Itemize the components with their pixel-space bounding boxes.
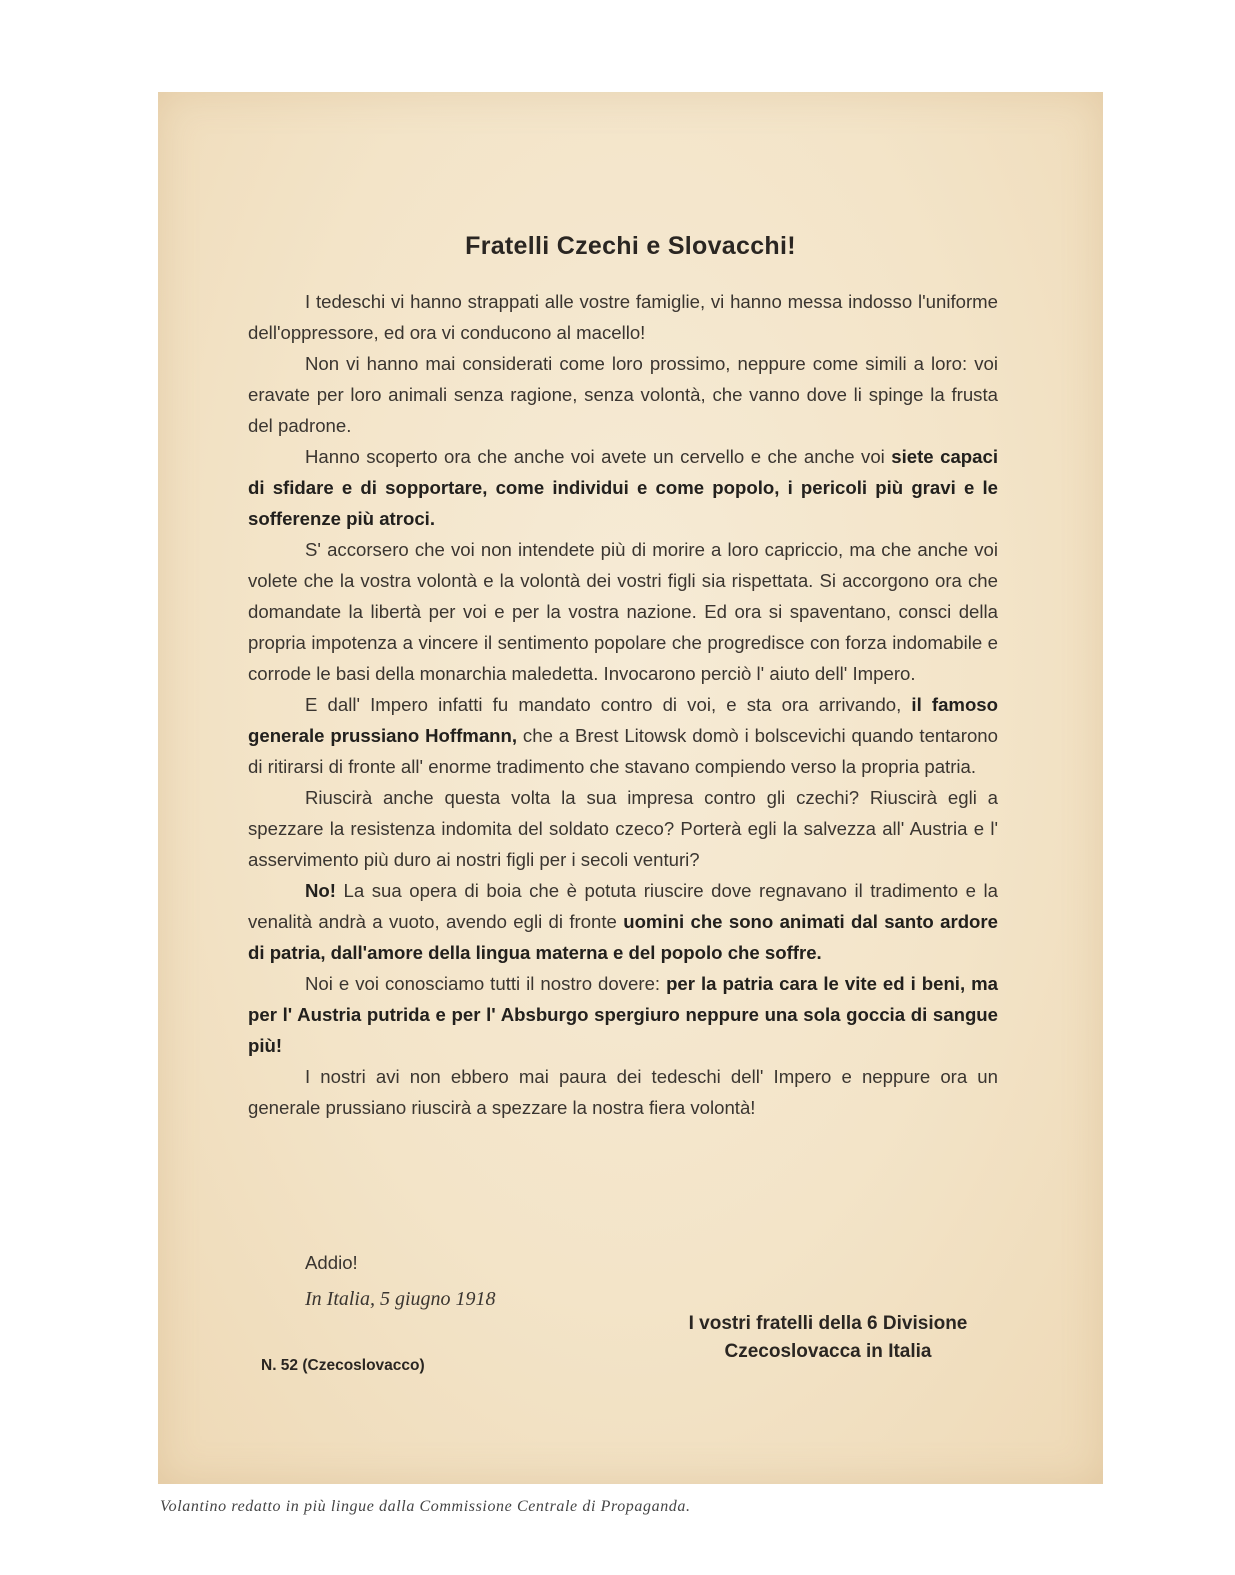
leaflet-number: N. 52 (Czecoslovacco) xyxy=(261,1357,425,1374)
body-paragraph xyxy=(248,968,998,1061)
body-paragraph xyxy=(248,441,998,534)
paragraph-text: Non vi hanno mai considerati come loro prossimo, neppure come simili a loro: voi eravate per loro animali senza ragione, senza volontà, che vanno dove li spinge la frusta del padrone. xyxy=(248,353,998,436)
body-paragraph xyxy=(248,689,998,782)
emphasized-text: siete capaci di sfidare e di sopportare, come individui e come popolo, i pericoli più gravi e le sofferenze più atroci. xyxy=(248,446,998,529)
leaflet-sheet xyxy=(158,92,1103,1484)
paragraph-text: E dall' Impero infatti fu mandato contro di voi, e sta ora arrivando, xyxy=(305,694,912,715)
closing-salutation: Addio! xyxy=(305,1252,358,1273)
paragraph-text: Riuscirà anche questa volta la sua impresa contro gli czechi? Riuscirà egli a spezzare la resistenza indomita del soldato czeco? Porterà egli la salvezza all' Austria e l' asservimento più duro ai nostri figli per i secoli venturi? xyxy=(248,787,998,870)
paragraph-text: che a Brest Litowsk domò i bolscevichi quando tentarono di ritirarsi di fronte all' enorme tradimento che stavano compiendo verso la propria patria. xyxy=(248,725,998,777)
dateline: In Italia, 5 giugno 1918 xyxy=(305,1288,496,1310)
body-paragraph xyxy=(248,1061,998,1123)
paragraph-text: Hanno scoperto ora che anche voi avete un cervello e che anche voi xyxy=(305,446,892,467)
body-paragraph xyxy=(248,875,998,968)
body-paragraph xyxy=(248,348,998,441)
paragraph-text: I nostri avi non ebbero mai paura dei tedeschi dell' Impero e neppure ora un generale prussiano riuscirà a spezzare la nostra fiera volontà! xyxy=(248,1066,998,1118)
emphasized-text: per la patria cara le vite ed i beni, ma per l' Austria putrida e per l' Absburgo spergiuro neppure una sola goccia di sangue più! xyxy=(248,973,998,1056)
paragraph-text: La sua opera di boia che è potuta riuscire dove regnavano il tradimento e la venalità andrà a vuoto, avendo egli di fronte xyxy=(248,880,998,932)
leaflet-body xyxy=(248,286,998,1123)
emphasized-text: uomini che sono animati dal santo ardore di patria, dall'amore della lingua materna e del popolo che soffre. xyxy=(248,911,998,963)
signature-line-1: I vostri fratelli della 6 Divisione xyxy=(688,1313,968,1334)
paragraph-text: I tedeschi vi hanno strappati alle vostre famiglie, vi hanno messa indosso l'uniforme dell'oppressore, ed ora vi conducono al macello! xyxy=(248,291,998,343)
leaflet-title: Fratelli Czechi e Slovacchi! xyxy=(465,232,796,260)
paragraph-text: S' accorsero che voi non intendete più di morire a loro capriccio, ma che anche voi volete che la vostra volontà e la volontà dei vostri figli sia rispettata. Si accorgono ora che domandate la libertà per voi e per la vostra nazione. Ed ora si spaventano, consci della propria impotenza a vincere il sentimento popolare che progredisce con forza indomabile e corrode le basi della monarchia maledetta. Invocarono perciò l' aiuto dell' Impero. xyxy=(248,539,998,684)
body-paragraph xyxy=(248,534,998,689)
signature-line-2: Czecoslovacca in Italia xyxy=(724,1341,932,1362)
signature-block xyxy=(628,1310,1028,1366)
paragraph-text: Noi e voi conosciamo tutti il nostro dovere: xyxy=(305,973,667,994)
figure-caption: Volantino redatto in più lingue dalla Commissione Centrale di Propaganda. xyxy=(160,1498,691,1515)
body-paragraph xyxy=(248,782,998,875)
emphasized-text: il famoso generale prussiano Hoffmann, xyxy=(248,694,998,746)
body-paragraph xyxy=(248,286,998,348)
emphasized-text: No! xyxy=(305,880,336,901)
